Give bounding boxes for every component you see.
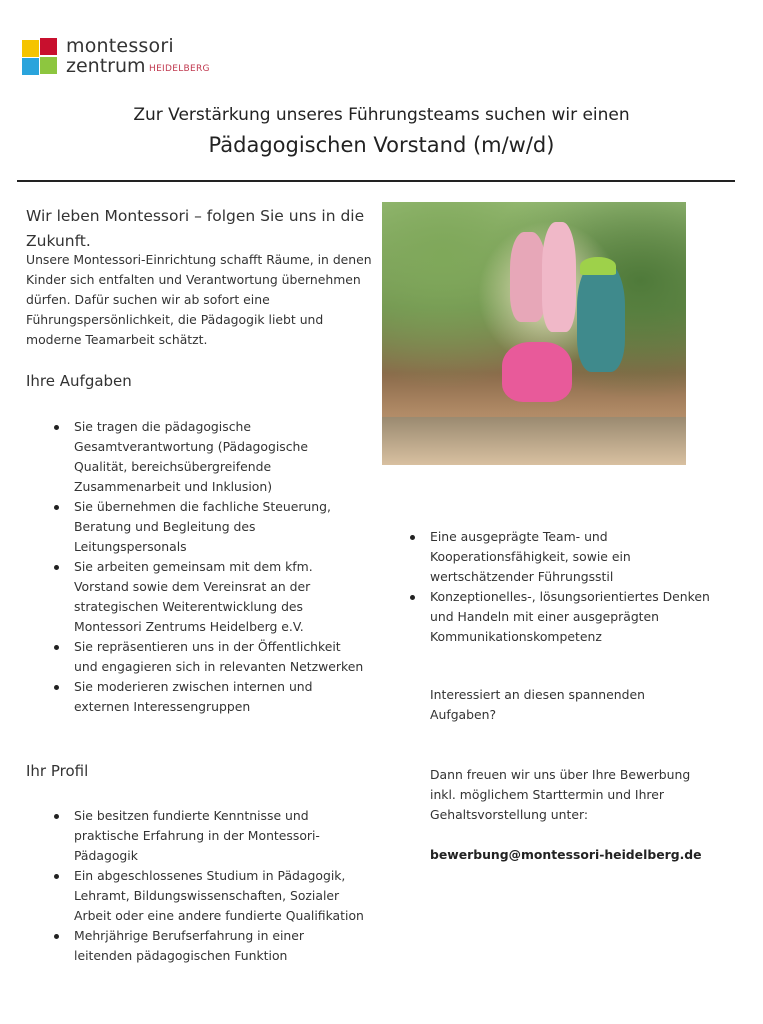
intro-text: Unsere Montessori-Einrichtung schafft Räume, in denen Kinder sich entfalten und Verantwortung übernehmen dürfen. Dafür suchen wir ab sofort eine Führungspersönlichkeit, die Pädagogik liebt und moderne Teamarbeit schätzt. <box>26 252 372 347</box>
logo-text-heidelberg: HEIDELBERG <box>149 64 210 74</box>
logo-text-montessori: montessori <box>66 35 174 57</box>
logo-cube-icon <box>22 38 58 74</box>
intro-heading: Wir leben Montessori – folgen Sie uns in die Zukunft. <box>26 207 365 250</box>
list-item: Sie übernehmen die fachliche Steuerung, Beratung und Begleitung des Leitungspersonals <box>74 497 364 557</box>
list-item: Mehrjährige Berufserfahrung in einer leitenden pädagogischen Funktion <box>74 926 366 966</box>
tasks-heading: Ihre Aufgaben <box>26 372 132 390</box>
profile-list-continued <box>430 527 730 647</box>
list-item: Konzeptionelles-, lösungsorientiertes Denken und Handeln mit einer ausgeprägten Kommunikationskompetenz <box>430 587 730 647</box>
contact-interest: Interessiert an diesen spannenden Aufgaben? <box>430 687 645 722</box>
photo-children-stream <box>382 202 686 465</box>
list-item: Eine ausgeprägte Team- und Kooperationsfähigkeit, sowie ein wertschätzender Führungsstil <box>430 527 730 587</box>
logo-text-zentrum: zentrum <box>66 55 146 77</box>
contact-email-link[interactable]: bewerbung@montessori-heidelberg.de <box>430 847 702 862</box>
profile-list <box>74 806 366 966</box>
page-title: Pädagogischen Vorstand (m/w/d) <box>208 133 555 157</box>
header-subtitle: Zur Verstärkung unseres Führungsteams suchen wir einen <box>133 105 630 125</box>
tasks-list <box>74 417 364 717</box>
divider <box>17 180 735 182</box>
contact-text: Dann freuen wir uns über Ihre Bewerbung inkl. möglichem Starttermin und Ihrer Gehaltsvorstellung unter: <box>430 767 691 822</box>
profile-heading: Ihr Profil <box>26 762 89 780</box>
list-item: Sie repräsentieren uns in der Öffentlichkeit und engagieren sich in relevanten Netzwerken <box>74 637 364 677</box>
list-item: Sie besitzen fundierte Kenntnisse und praktische Erfahrung in der Montessori-Pädagogik <box>74 806 366 866</box>
list-item: Ein abgeschlossenes Studium in Pädagogik, Lehramt, Bildungswissenschaften, Sozialer Arbeit oder eine andere fundierte Qualifikation <box>74 866 366 926</box>
list-item: Sie moderieren zwischen internen und externen Interessengruppen <box>74 677 364 717</box>
list-item: Sie arbeiten gemeinsam mit dem kfm. Vorstand sowie dem Vereinsrat an der strategischen Weiterentwicklung des Montessori Zentrums Heidelberg e.V. <box>74 557 364 637</box>
list-item: Sie tragen die pädagogische Gesamtverantwortung (Pädagogische Qualität, bereichsübergreifende Zusammenarbeit und Inklusion) <box>74 417 364 497</box>
logo <box>22 35 210 80</box>
